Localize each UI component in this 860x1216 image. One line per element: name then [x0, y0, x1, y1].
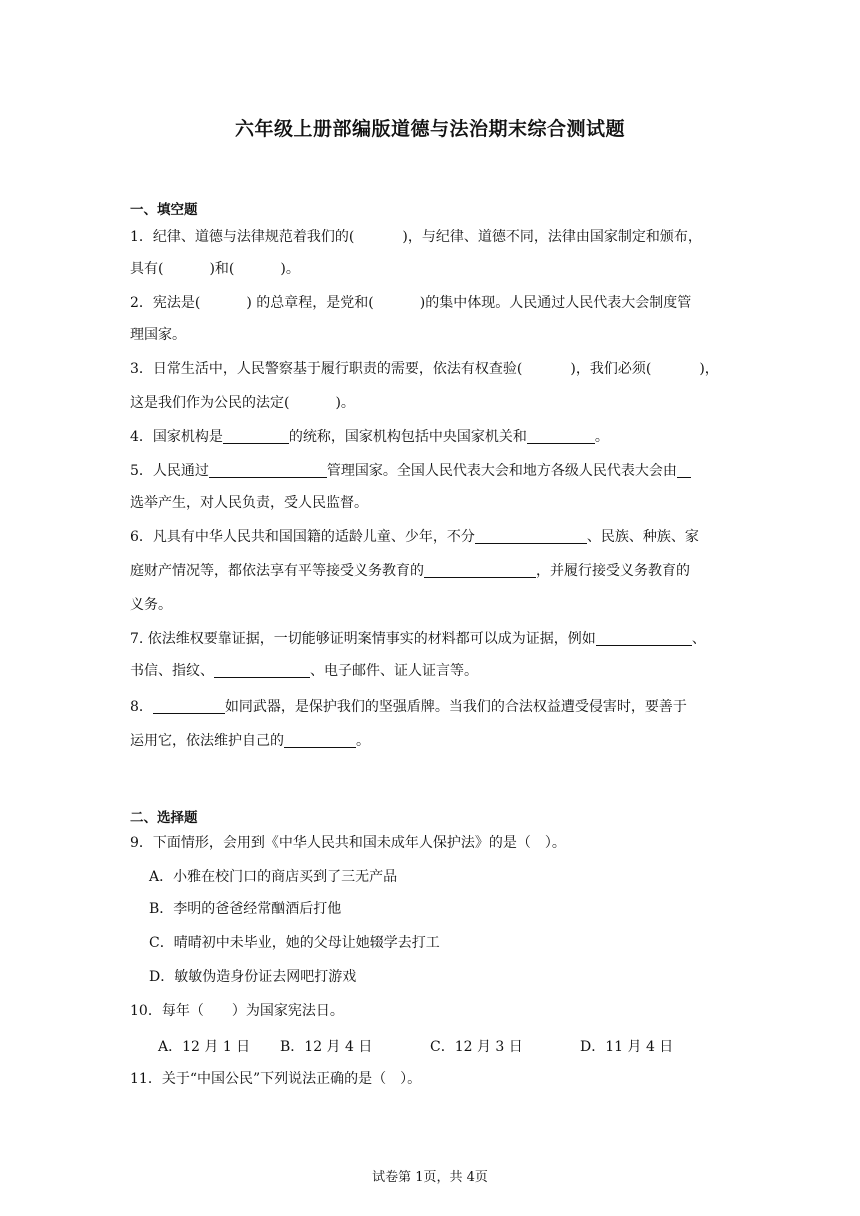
question-6-line-1: 6．凡具有中华人民共和国国籍的适龄儿童、少年，不分 、民族、种族、家	[130, 529, 699, 545]
question-5-line-1: 5．人民通过 管理国家。全国人民代表大会和地方各级人民代表大会由	[130, 462, 730, 480]
section-heading-fill-blank: 一、填空题	[130, 202, 198, 218]
question-8-line-2: 运用它，依法维护自己的 。	[130, 733, 370, 749]
question-7-line-2: 书信、指纹、 、电子邮件、证人证言等。	[130, 663, 478, 679]
answer-blank[interactable]	[596, 631, 692, 646]
question-10-option-b[interactable]: B．12 月 4 日	[280, 1039, 373, 1055]
question-10-option-c[interactable]: C．12 月 3 日	[430, 1039, 523, 1055]
page-footer: 试卷第 1页，共 4页	[372, 1170, 488, 1185]
page-title: 六年级上册部编版道德与法治期末综合测试题	[234, 118, 625, 140]
question-10-option-a[interactable]: A．12 月 1 日	[158, 1039, 251, 1055]
question-3-line-2: 这是我们作为公民的法定( )。	[130, 395, 355, 411]
answer-blank[interactable]	[527, 429, 595, 444]
answer-blank[interactable]	[223, 429, 289, 444]
question-9-stem: 9．下面情形，会用到《中华人民共和国未成年人保护法》的是（ ）。	[130, 835, 566, 851]
question-1-line-1: 1．纪律、道德与法律规范着我们的( )，与纪律、道德不同，法律由国家制定和颁布，	[130, 229, 702, 245]
question-4: 4．国家机构是 的统称，国家机构包括中央国家机关和 。	[130, 429, 609, 445]
answer-blank[interactable]	[677, 463, 691, 478]
question-2-line-1: 2．宪法是( ) 的总章程，是党和( )的集中体现。人民通过人民代表大会制度管	[130, 295, 692, 311]
answer-blank[interactable]	[153, 699, 225, 714]
question-11-stem: 11．关于“中国公民”下列说法正确的是（ ）。	[130, 1071, 422, 1087]
question-1-line-2: 具有( )和( )。	[130, 261, 300, 277]
question-9-option-c[interactable]: C．晴晴初中未毕业，她的父母让她辍学去打工	[149, 935, 440, 951]
question-6-line-2: 庭财产情况等，都依法享有平等接受义务教育的 ，并履行接受义务教育的	[130, 563, 690, 579]
question-5-line-2: 选举产生，对人民负责，受人民监督。	[130, 495, 368, 511]
question-10-stem: 10．每年（ ）为国家宪法日。	[130, 1003, 344, 1019]
section-heading-multiple-choice: 二、选择题	[130, 810, 198, 826]
question-9-option-a[interactable]: A．小雅在校门口的商店买到了三无产品	[149, 869, 398, 885]
question-8-line-1: 8． 如同武器，是保护我们的坚强盾牌。当我们的合法权益遭受侵害时，要善于	[130, 699, 687, 715]
answer-blank[interactable]	[214, 663, 310, 678]
answer-blank[interactable]	[424, 563, 536, 578]
question-9-option-b[interactable]: B．李明的爸爸经常酗酒后打他	[149, 901, 342, 917]
question-9-option-d[interactable]: D．敏敏伪造身份证去网吧打游戏	[149, 969, 357, 985]
answer-blank[interactable]	[475, 529, 587, 544]
question-7-line-1: 7. 依法维权要靠证据，一切能够证明案情事实的材料都可以成为证据，例如 、	[130, 631, 706, 647]
question-3-line-1: 3．日常生活中，人民警察基于履行职责的需要，依法有权查验( )，我们必须( )，	[130, 361, 719, 377]
answer-blank[interactable]	[284, 733, 356, 748]
question-6-line-3: 义务。	[130, 597, 172, 613]
question-2-line-2: 理国家。	[130, 327, 186, 343]
answer-blank[interactable]	[209, 463, 327, 478]
question-10-option-d[interactable]: D．11 月 4 日	[580, 1039, 674, 1055]
